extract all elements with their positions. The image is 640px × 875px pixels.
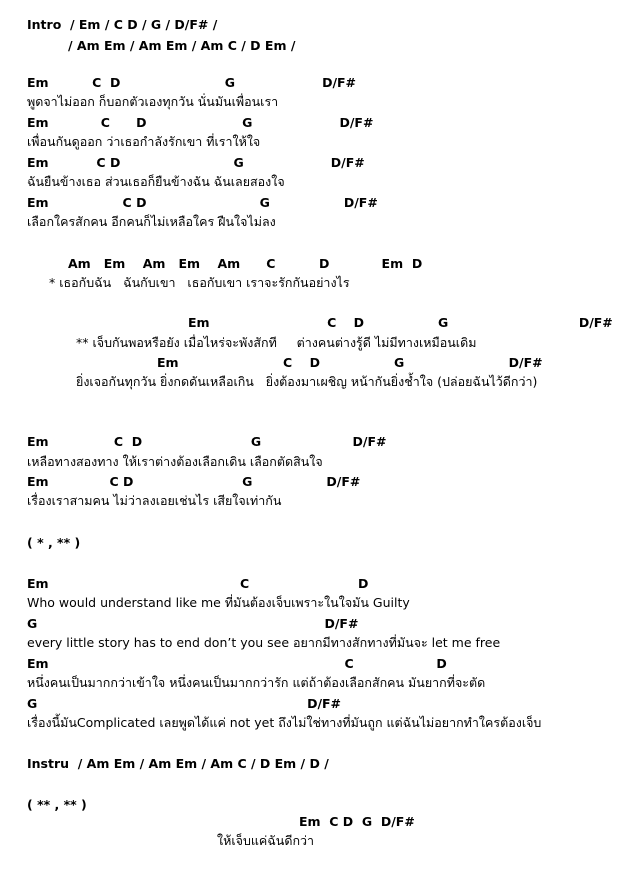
- instru-line: Instru / Am Em / Am Em / Am C / D Em / D /: [27, 756, 329, 771]
- verse1-lyric-2: เพื่อนกันดูออก ว่าเธอกำลังรักเขา ที่เราให้ใจ: [27, 134, 261, 149]
- chorus-a-chords: Am Em Am Em Am C D Em D: [68, 256, 423, 271]
- verse1-chords-1: Em C D G D/F#: [27, 75, 357, 90]
- chorus-b-lyric-2: ยิ่งเจอกันทุกวัน ยิ่งกดดันเหลือเกิน ยิ่งต้องมาเผชิญ หน้ากันยิ่งช้ำใจ (ปล่อยฉันไว้ดีกว่า): [76, 374, 538, 389]
- chorus-a-lyric: * เธอกับฉัน ฉันกับเขา เธอกับเขา เราจะรักกันอย่างไร: [49, 275, 350, 290]
- verse2-chords-1: Em C D G D/F#: [27, 434, 387, 449]
- verse2-lyric-1: เหลือทางสองทาง ให้เราต่างต้องเลือกเดิน เลือกตัดสินใจ: [27, 454, 323, 469]
- chorus-b-chords-2: Em C D G D/F#: [157, 355, 543, 370]
- chorus-b-lyric-1: ** เจ็บกันพอหรือยัง เมื่อไหร่จะพังสักที ต่างคนต่างรู้ดี ไม่มีทางเหมือนเดิม: [76, 335, 477, 350]
- verse1-chords-4: Em C D G D/F#: [27, 195, 378, 210]
- bridge-lyric-4: เรื่องนี้มันComplicated เลยพูดได้แค่ not yet ถึงไม่ใช่ทางที่มันถูก แต่ฉันไม่อยากทำใครต้องเจ็บ: [27, 715, 542, 730]
- verse2-lyric-2: เรื่องเราสามคน ไม่ว่าลงเอยเช่นไร เสียใจเท่ากัน: [27, 493, 282, 508]
- outro-lyric: ให้เจ็บแค่ฉันดีกว่า: [217, 833, 315, 848]
- bridge-lyric-3: หนึ่งคนเป็นมากกว่าเข้าใจ หนึ่งคนเป็นมากกว่ารัก แต่ถ้าต้องเลือกสักคน มันยากที่จะตัด: [27, 675, 486, 690]
- verse1-lyric-4: เลือกใครสักคน อีกคนก็ไม่เหลือใคร ฝืนใจไม่ลง: [27, 214, 276, 229]
- bridge-lyric-1: Who would understand like me ที่มันต้องเจ็บเพราะในใจมัน Guilty: [27, 595, 410, 610]
- bridge-lyric-2: every little story has to end don’t you see อยากมีทางสักทางที่มันจะ let me free: [27, 635, 501, 650]
- bridge-chords-3: Em C D: [27, 656, 447, 671]
- bridge-chords-1: Em C D: [27, 576, 369, 591]
- repeat-marker-1: ( * , ** ): [27, 535, 81, 550]
- verse1-chords-2: Em C D G D/F#: [27, 115, 374, 130]
- intro-line-2: / Am Em / Am Em / Am C / D Em /: [68, 38, 296, 53]
- verse2-chords-2: Em C D G D/F#: [27, 474, 361, 489]
- outro-chords: Em C D G D/F#: [299, 814, 415, 829]
- intro-line-1: Intro / Em / C D / G / D/F# /: [27, 17, 218, 32]
- chorus-b-chords-1: Em C D G D/F#: [188, 315, 613, 330]
- verse1-lyric-3: ฉันยืนข้างเธอ ส่วนเธอก็ยืนข้างฉัน ฉันเลยสองใจ: [27, 174, 285, 189]
- bridge-chords-4: G D/F#: [27, 696, 342, 711]
- repeat-marker-2: ( ** , ** ): [27, 797, 87, 812]
- verse1-lyric-1: พูดจาไม่ออก ก็บอกตัวเองทุกวัน นั่นมันเพื่อนเรา: [27, 94, 279, 109]
- bridge-chords-2: G D/F#: [27, 616, 359, 631]
- verse1-chords-3: Em C D G D/F#: [27, 155, 365, 170]
